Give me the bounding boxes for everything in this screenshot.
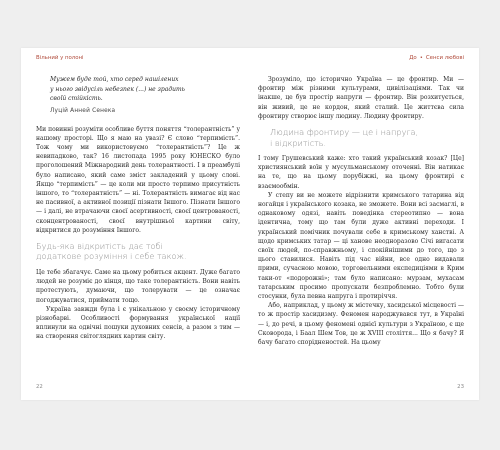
paragraph: Зрозуміло, що історично Україна — це фронтир. Ми — фронтир між різними культурами, цивілізаціями. Так чи інакше, це був простір напруги — фронтир. Він розхитується, він живий, це не кордон, який сталий. Це життєва сила фронтиру створює іншу людину. Людину фронтиру.	[258, 76, 464, 120]
pull-quote-line: і відкритість.	[270, 137, 327, 148]
epigraph-line: своїй стійкість.	[50, 95, 103, 102]
pull-quote	[270, 127, 464, 148]
epigraph-quote	[50, 75, 240, 104]
paragraph: Ми повинні розуміти особливе буття поняття “толерантність” у нашому просторі. Що я маю на увазі? Є слово “терпимість”. Тож чому ми використовуємо “толерантність”? Це ж невипадково, так? 16 листопада 1995 року ЮНЕСКО було проголошений Міжнародний день толерантності. І в преамбулі було написано, який саме зміст закладений у цьому слові. Якщо “терпимість” — це коли ми просто терпимо присутність іншого, то “толерантність” — ні. Толерантність вимагає від нас не пасивної, а активної позиції пізнати Іншого. Пізнати Іншого — і далі, не втрачаючи своєї асертивності, своєї центрованості, сконцентрованості, своєї внутрішньої картини світу, відкритися до розуміння Іншого.	[36, 125, 240, 234]
left-page	[21, 48, 250, 400]
page-number-left: 22	[36, 384, 43, 390]
epigraph-line: Мужем буде той, хто серед нашілених	[50, 76, 179, 83]
right-page	[250, 48, 479, 400]
paragraph: У степу ви не можете відрізнити кримського татарина від ногайця і українського козака, не зможете. Вони всі засмаглі, в однаковому одязі, навіть поведінка стереотипно — вона ідентична, тому що там були дуже активні переходи. І український помічник почували себе в кримському ханстві. А щодо кримських татар — ці ханове неодноразово Січі вигасати своїх людей, по-справжньому, і спокійнішими до того, що з цього ставилися. Навіть під час війни, все одно видавали прими, сучасною мовою, торговельними експедиціями в Крим таки-от «подорожні»; там було написано: мурзам, мухасам татарським просимо пропускати безпроблемно. Тобто були стосунки, була певна напруга і протиріччя.	[258, 191, 464, 301]
pull-quote-line: Будь-яка відкритість дає тобі	[36, 240, 163, 251]
header-book-title: До	[409, 55, 417, 61]
running-header-left: Вільний у полоні	[36, 55, 84, 61]
epigraph	[50, 75, 240, 114]
paragraph: Або, наприклад, у цьому ж містечку, хасидської місцевості — то ж простір хасидизму. Феномен народжувався тут, в Україні — і, до речі, в цьому феномені однієї культури з Україною, є ще Сковорода, і Баал Шем Тов, це ж XVIII століття... Що я бачу? Я бачу багато спорідненостей. На цьому	[258, 302, 464, 347]
header-separator: •	[419, 55, 423, 61]
right-content	[258, 75, 464, 347]
epigraph-line: у нього звідусіль небезпек (...) не зрадить	[50, 85, 185, 93]
epigraph-author: Луцій Анней Сенека	[50, 107, 116, 114]
pull-quote-line: додаткове розуміння і себе також.	[36, 251, 187, 262]
paragraph: Це тебе збагачує. Саме на цьому робиться акцент. Дуже багато людей не розуміє до кінця, що таке толерантність. Вони навіть протестують, думаючи, що толерувати — це означає погоджуватися, приймати тощо.	[36, 268, 240, 304]
page-number-right: 23	[457, 384, 464, 390]
book-spread	[21, 48, 479, 400]
running-header-right	[409, 55, 464, 61]
paragraph: І тому Грушевський каже: хто такий український козак? [Це] християнський воїн у мусульманському оточенні. Він натикає на те, що на цьому порубіжжі, на цьому фронтирі є взаємообмін.	[258, 155, 464, 190]
header-chapter-title: Сенси любові	[425, 55, 464, 61]
pull-quote	[36, 241, 240, 262]
paragraph: Україна завжди була і є унікальною у своєму історичному різнобарві. Особливості формування української нації вплинули на одвічні пошуки духовних сенсів, а разом з тим — на створення світоглядних картин світу.	[36, 305, 240, 341]
left-content	[36, 75, 240, 342]
pull-quote-line: Людина фронтиру — це і напруга,	[270, 127, 419, 138]
